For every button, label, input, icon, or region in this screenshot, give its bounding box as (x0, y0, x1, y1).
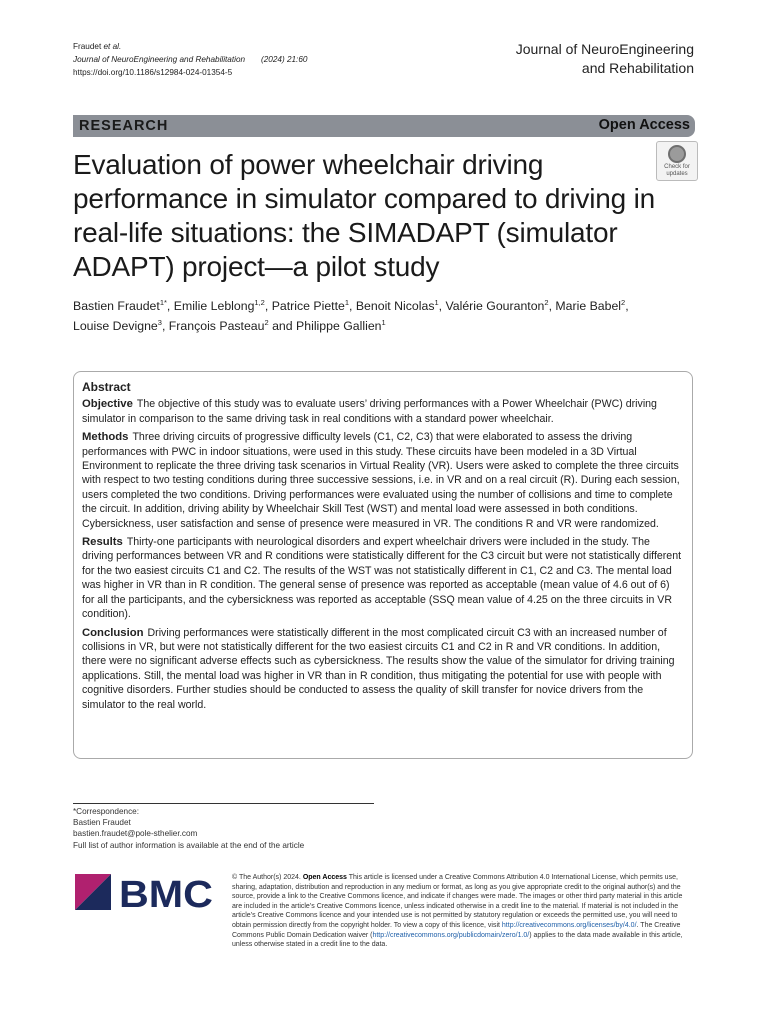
author-affiliation: 1,2 (254, 298, 265, 307)
et-al: et al. (103, 42, 122, 51)
volume-line: (2024) 21:60 (261, 55, 308, 64)
bmc-logo-text: BMC (119, 874, 213, 910)
correspondence-name: Bastien Fraudet (73, 818, 131, 828)
license-body-2: . The Creative Commons Public Domain Dedication waiver ( (232, 921, 681, 939)
correspondence-label: *Correspondence: (73, 807, 139, 816)
abstract-section-label: Results (82, 536, 123, 549)
abstract-section (82, 626, 684, 712)
section-banner (73, 115, 695, 137)
section-label: RESEARCH (79, 118, 169, 134)
abstract-section (82, 430, 684, 531)
license-text (232, 873, 694, 950)
journal-name-line1: Journal of NeuroEngineering (515, 41, 694, 57)
journal-name (516, 40, 694, 78)
check-for-updates-badge[interactable] (656, 141, 698, 181)
author-affiliation: 1 (434, 298, 439, 307)
abstract-section (82, 397, 684, 426)
abstract-section-text: Three driving circuits of progressive difficulty levels (C1, C2, C3) that were elaborated to assess the driving performances with PWC in indoor situations, were used in this study. These circuits have been modeled in a 3D Virtual Environment to replicate the three driving task scenarios in Virtual Reality (VR). Users were asked to complete the three circuits with respect to two testing conditions during three successive sessions, i.e. in VR and on a real circuit (R). During each session, users completed the two conditions. Driving performances were evaluated using the number of collisions and time to complete the circuit. In addition, driving ability by Wheelchair Skill Test (WST) and mental load were assessed in both conditions. Cybersickness, user satisfaction and sense of presence were measured in VR. The conditions R and VR were randomized. (82, 431, 680, 530)
copyright: © The Author(s) 2024. (232, 874, 301, 881)
abstract-section-label: Objective (82, 398, 133, 411)
author-name: Valérie Gouranton (445, 299, 545, 313)
license-link-cc0[interactable]: http://creativecommons.org/publicdomain/zero/1.0/ (372, 931, 530, 939)
license-body-1: This article is licensed under a Creative Commons Attribution 4.0 International License, which permits use, sharing, adaptation, distribution and reproduction in any medium or format, as long as you give appropriate credit to the original author(s) and the source, provide a link to the Creative Commons licence, and indicate if changes were made. The images or other third party material in this article are included in the article’s Creative Commons licence, unless indicated otherwise in a credit line to the material. If material is not included in the article’s Creative Commons licence and your intended use is not permitted by statutory regulation or exceeds the permitted use, you will need to obtain permission directly from the copyright holder. To view a copy of this licence, visit (232, 874, 683, 929)
author-info-note: Full list of author information is available at the end of the article (73, 840, 305, 850)
open-access-label: Open Access (598, 117, 690, 133)
footnote-divider (73, 803, 374, 804)
check-badge-line1: Check for (664, 164, 690, 170)
bmc-logo (75, 874, 215, 910)
author-affiliation: 3 (157, 318, 162, 327)
author-affiliation: 2 (264, 318, 269, 327)
license-body-3: ) applies to the data made available in this article, unless otherwise stated in a credit line to the data. (232, 931, 683, 949)
abstract-box (73, 371, 693, 759)
abstract-heading: Abstract (82, 380, 131, 394)
author-affiliation: 1 (381, 318, 386, 327)
author-list: Bastien Fraudet$^{1*}$, Emilie Leblong$^{1,2}$, Patrice Piette$^1$, Benoit Nicolas$^1$, Valérie Gouranton$^2$, Marie Babel$^2$, Louise Devigne$^3$, François Pasteau$^2$ and Philippe Gallien$^1$ (73, 298, 629, 333)
doi-link[interactable]: https://doi.org/10.1186/s12984-024-01354-5 (73, 68, 233, 77)
abstract-section-text: Driving performances were statistically different in the most complicated circuit C3 with an increased number of collisions in VR, but were not statistically different for the two easiest circuits C1 and C2 in R and VR conditions. In addition, there were no significant adverse effects such as cybersickness. The results show the value of the simulator for driving training applications. Still, the mental load was higher in VR than in R condition, thus mitigating the potential for use with people with cognitive disorders. Further studies should be conducted to assess the quality of skill transfer for novice drivers from the simulator to the real world. (82, 626, 675, 711)
author-name: Bastien Fraudet (73, 299, 160, 313)
author-name: Patrice Piette (271, 299, 345, 313)
abstract-section-text: Thirty-one participants with neurological disorders and expert wheelchair drivers were included in the study. The driving performances between VR and R conditions were statistically different for the C3 circuit but were not statistically different for the two easiest circuits C1 and C2. The results of the WST was not statistically different in C1, C2 and C3. The mental load was higher in VR than in R condition. The general sense of presence was reported as acceptable (mean value of 4.6 out of 6) for all the participants, and the cybersickness was reported as acceptable (SSQ mean value of 4.25 on the three circuits in VR condition). (82, 536, 682, 621)
author-affiliation: 1 (344, 298, 350, 307)
abstract-section-label: Methods (82, 431, 129, 444)
abstract-section (82, 535, 684, 621)
journal-name-line2: and Rehabilitation (581, 60, 694, 76)
author-name: Louise Devigne (73, 319, 158, 333)
citation-header (73, 40, 307, 79)
license-link-cc-by[interactable]: http://creativecommons.org/licenses/by/4.0/ (501, 921, 637, 929)
author-name: Philippe Gallien (296, 319, 382, 333)
author-name: François Pasteau (168, 319, 265, 333)
author-affiliation: 1* (159, 298, 167, 307)
article-title: Evaluation of power wheelchair driving performance in simulator compared to driving in real-life situations: the SIMADAPT (simulator ADAPT) project—a pilot study (73, 149, 655, 282)
author-name: Emilie Leblong (173, 299, 255, 313)
correspondence-email[interactable]: bastien.fraudet@pole-sthelier.com (73, 829, 198, 839)
check-badge-line2: updates (666, 171, 688, 177)
author-name: Marie Babel (555, 299, 622, 313)
authors-joiner: and (272, 319, 293, 333)
abstract-section-text: The objective of this study was to evaluate users’ driving performances with a Power Wheelchair (PWC) driving simulator in comparison to the same driving task in real conditions with a standard power wheelchair. (82, 398, 657, 425)
author-affiliation: 2 (621, 298, 626, 307)
author-affiliation: 2 (544, 298, 549, 307)
author-short: Fraudet (73, 42, 102, 51)
license-open-access: Open Access (302, 874, 347, 881)
journal-line: Journal of NeuroEngineering and Rehabilitation (73, 55, 246, 64)
abstract-section-label: Conclusion (82, 626, 144, 639)
correspondence-block (73, 806, 304, 851)
author-name: Benoit Nicolas (355, 299, 435, 313)
update-check-icon (668, 145, 686, 163)
